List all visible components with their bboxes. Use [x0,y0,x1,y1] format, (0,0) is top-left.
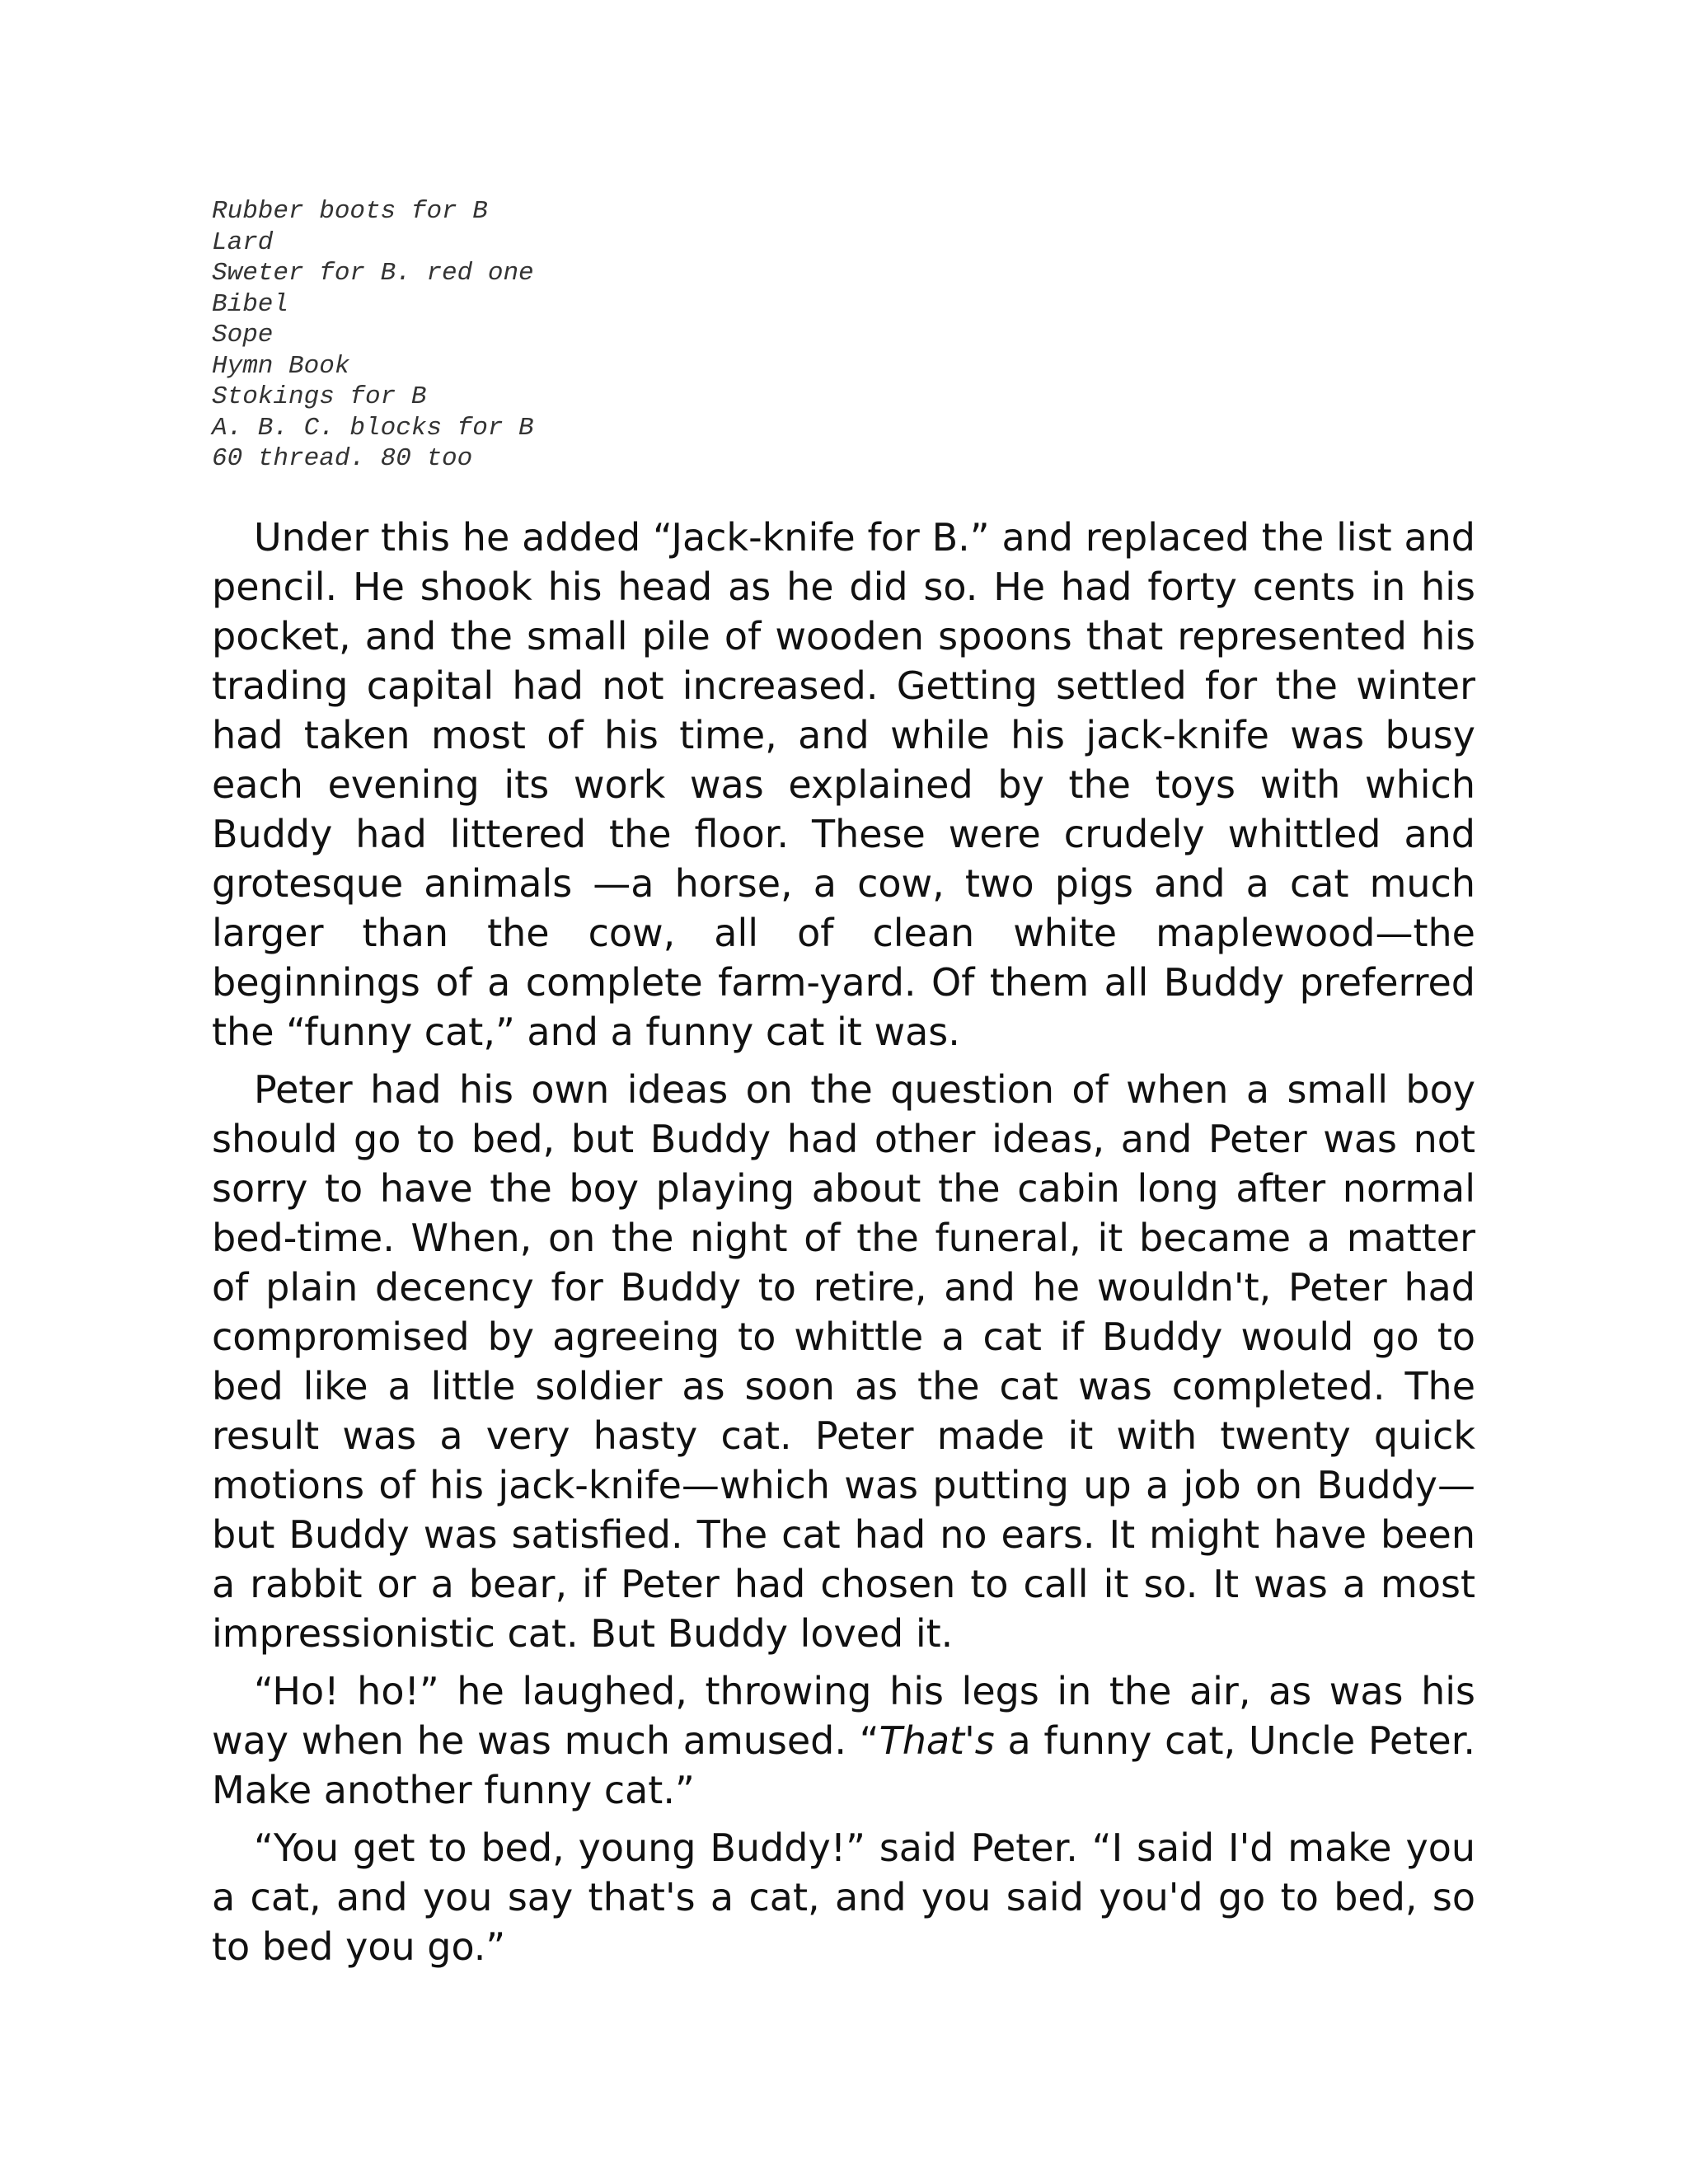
list-item: Sope [212,321,274,349]
paragraph-bedtime: Peter had his own ideas on the question of when a small boy should go to bed, but Buddy had other ideas, and Peter was not sorry to have the boy playing about the cabin long after normal bed-time. When, on the night of the funeral, it became a matter of plain decency for Buddy to retire, and he wouldn't, Peter had compromised by agreeing to whittle a cat if Buddy would go to bed like a little soldier as soon as the cat was completed. The result was a very hasty cat. Peter made it with twenty quick motions of his jack-knife—which was putting up a job on Buddy—but Buddy was satisfied. The cat had no ears. It might have been a rabbit or a bear, if Peter had chosen to call it so. It was a most impressionistic cat. But Buddy loved it. [212,1066,1475,1656]
list-item: Lard [212,227,274,257]
shopping-list [212,196,1475,475]
list-item: A. B. C. blocks for B [212,413,534,443]
list-item: Stokings for B [212,382,427,411]
list-item: 60 thread. 80 too [212,444,473,473]
paragraph-jack-knife: Under this he added “Jack-knife for B.” and replaced the list and pencil. He shook his head as he did so. He had forty cents in his pocket, and the small pile of wooden spoons that represented his trading capital had not increased. Getting settled for the winter had taken most of his time, and while his jack-knife was busy each evening its work was explained by the toys with which Buddy had littered the floor. These were crudely whittled and grotesque animals —a horse, a cow, two pigs and a cat much larger than the cow, all of clean white maplewood—the beginnings of a complete farm-yard. Of them all Buddy preferred the “funny cat,” and a funny cat it was. [212,514,1475,1054]
list-item: Bibel [212,289,289,319]
paragraph-text: a funny cat, Uncle Peter. Make another funny cat.” [212,1718,1476,1812]
page-content [212,196,1475,1971]
paragraph-text: “Ho! ho!” he laughed, throwing his legs in the air, as was his way when he was much amused. “ [212,1668,1475,1763]
list-item: Hymn Book [212,351,350,381]
emphasized-word: That's [879,1718,995,1763]
paragraph-buddy-laughs [212,1666,1475,1815]
list-item: Sweter for B. red one [212,259,534,288]
list-item: Rubber boots for B [212,197,488,226]
paragraph-peter-reply: “You get to bed, young Buddy!” said Peter. “I said I'd make you a cat, and you say that's a cat, and you said you'd go to bed, so to bed you go.” [212,1825,1475,1969]
